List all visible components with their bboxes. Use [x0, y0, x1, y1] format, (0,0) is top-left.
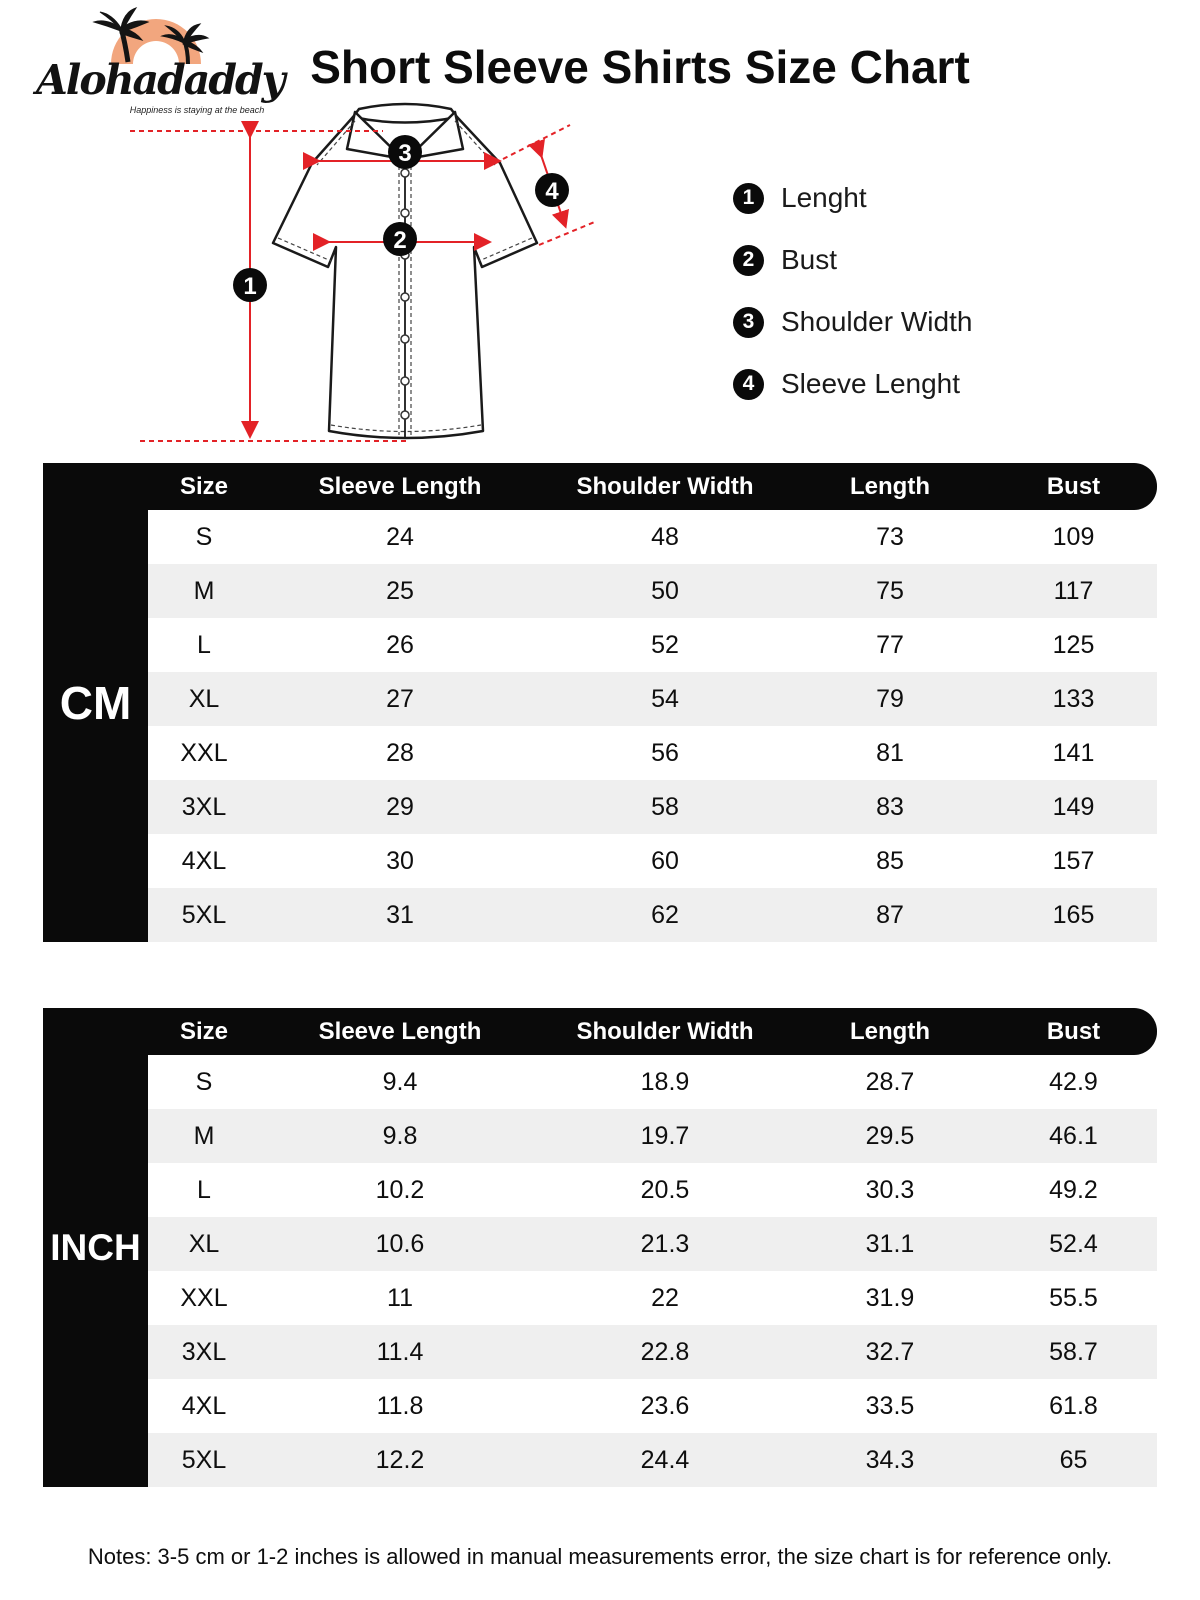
legend-number-badge: 3	[733, 307, 764, 338]
table-row	[148, 618, 1157, 672]
badge-4: 4	[545, 178, 559, 205]
legend-number-badge: 4	[733, 369, 764, 400]
legend-item-sleeve-length	[733, 368, 972, 400]
column-header: Shoulder Width	[540, 463, 790, 510]
table-cell: 75	[876, 576, 904, 605]
table-cell: 10.2	[375, 1175, 425, 1204]
table-cell: 42.9	[1049, 1067, 1098, 1096]
table-cell: 3XL	[181, 792, 227, 821]
table-cell: 12.2	[375, 1445, 425, 1474]
table-cell: 4XL	[181, 1391, 227, 1420]
brand-tagline: Happiness is staying at the beach	[129, 105, 265, 115]
cm-header-row	[148, 463, 1157, 510]
table-cell: 56	[651, 738, 679, 767]
table-cell: 26	[386, 630, 414, 659]
table-row	[148, 1055, 1157, 1109]
legend-item-bust	[733, 244, 972, 276]
table-cell: 133	[1052, 684, 1095, 713]
table-cell: 22	[651, 1283, 679, 1312]
inch-table-body	[148, 1055, 1157, 1487]
table-row	[148, 834, 1157, 888]
legend-item-shoulder-width	[733, 306, 972, 338]
table-cell: 85	[876, 846, 904, 875]
legend-label: Bust	[781, 244, 838, 275]
table-cell: 79	[876, 684, 904, 713]
table-cell: M	[193, 576, 215, 605]
legend-item-length	[733, 182, 972, 214]
table-cell: 20.5	[640, 1175, 690, 1204]
table-cell: S	[195, 1067, 213, 1096]
column-header: Length	[790, 463, 990, 510]
table-cell: 60	[651, 846, 679, 875]
unit-label-inch: INCH	[43, 1008, 148, 1487]
page-title: Short Sleeve Shirts Size Chart	[310, 41, 970, 93]
table-cell: S	[195, 522, 213, 551]
table-cell: 29.5	[865, 1121, 915, 1150]
table-cell: 5XL	[181, 1445, 227, 1474]
column-header: Size	[148, 1008, 260, 1055]
table-row	[148, 726, 1157, 780]
table-cell: 83	[876, 792, 904, 821]
table-cell: 73	[876, 522, 904, 551]
table-cell: 11.4	[376, 1337, 424, 1366]
badge-2: 2	[393, 227, 407, 254]
table-cell: 117	[1053, 576, 1094, 605]
brand-name: Alohadaddy	[36, 56, 284, 104]
column-header: Length	[790, 1008, 990, 1055]
column-header: Shoulder Width	[540, 1008, 790, 1055]
table-cell: 54	[651, 684, 679, 713]
inch-size-table	[43, 1008, 1157, 1487]
badge-1: 1	[243, 273, 257, 300]
column-header: Bust	[990, 463, 1157, 510]
table-cell: 52.4	[1049, 1229, 1098, 1258]
table-cell: 24	[386, 522, 414, 551]
table-row	[148, 1433, 1157, 1487]
table-cell: 31.9	[865, 1283, 915, 1312]
table-cell: XL	[188, 1229, 220, 1258]
badge-3: 3	[398, 140, 412, 167]
sleeve-bottom-guide	[539, 221, 597, 245]
table-cell: 46.1	[1049, 1121, 1098, 1150]
table-cell: 61.8	[1049, 1391, 1098, 1420]
legend-number-badge: 1	[733, 183, 764, 214]
measurement-legend	[733, 182, 972, 430]
table-cell: 77	[876, 630, 904, 659]
table-row	[148, 780, 1157, 834]
table-cell: 55.5	[1049, 1283, 1098, 1312]
table-cell: 28.7	[865, 1067, 915, 1096]
table-cell: L	[197, 630, 211, 659]
table-cell: 58.7	[1049, 1337, 1098, 1366]
table-cell: 21.3	[640, 1229, 690, 1258]
table-cell: 62	[651, 900, 679, 929]
table-cell: 9.4	[382, 1067, 418, 1096]
table-row	[148, 1109, 1157, 1163]
table-cell: 22.8	[640, 1337, 690, 1366]
table-cell: 50	[651, 576, 679, 605]
table-cell: 149	[1052, 792, 1095, 821]
table-cell: 30.3	[865, 1175, 915, 1204]
table-cell: L	[197, 1175, 211, 1204]
table-row	[148, 1217, 1157, 1271]
table-row	[148, 672, 1157, 726]
table-cell: 125	[1052, 630, 1095, 659]
table-cell: 25	[386, 576, 414, 605]
column-header: Size	[148, 463, 260, 510]
table-cell: 29	[386, 792, 414, 821]
inch-table	[148, 1008, 1157, 1487]
table-row	[148, 1379, 1157, 1433]
table-row	[148, 888, 1157, 942]
table-cell: 48	[651, 522, 679, 551]
table-cell: 23.6	[640, 1391, 690, 1420]
table-cell: 33.5	[865, 1391, 915, 1420]
table-cell: 19.7	[640, 1121, 690, 1150]
table-cell: 34.3	[865, 1445, 915, 1474]
legend-label: Lenght	[781, 182, 867, 213]
table-cell: 9.8	[382, 1121, 418, 1150]
table-cell: 11.8	[376, 1391, 424, 1420]
table-cell: 30	[386, 846, 414, 875]
table-cell: 10.6	[375, 1229, 425, 1258]
legend-number-badge: 2	[733, 245, 764, 276]
legend-label: Shoulder Width	[781, 306, 973, 337]
unit-label-cm: CM	[43, 463, 148, 942]
table-row	[148, 564, 1157, 618]
table-cell: 31	[386, 900, 414, 929]
table-cell: 28	[386, 738, 414, 767]
table-row	[148, 1271, 1157, 1325]
table-cell: 65	[1059, 1445, 1088, 1474]
table-cell: M	[193, 1121, 215, 1150]
column-header: Sleeve Length	[260, 463, 540, 510]
inch-header-row	[148, 1008, 1157, 1055]
table-cell: 32.7	[865, 1337, 915, 1366]
table-cell: 58	[651, 792, 679, 821]
table-row	[148, 1325, 1157, 1379]
cm-table-body	[148, 510, 1157, 942]
sleeve-top-guide	[503, 125, 570, 159]
footer-note: Notes: 3-5 cm or 1-2 inches is allowed in manual measurements error, the size chart is for reference only.	[87, 1544, 1113, 1569]
table-cell: 11	[387, 1283, 413, 1312]
table-cell: 157	[1052, 846, 1095, 875]
table-cell: 5XL	[181, 900, 227, 929]
cm-size-table	[43, 463, 1157, 942]
table-cell: 27	[386, 684, 414, 713]
table-cell: XXL	[180, 738, 228, 767]
column-header: Bust	[990, 1008, 1157, 1055]
table-cell: 4XL	[181, 846, 227, 875]
cm-table	[148, 463, 1157, 942]
table-cell: XXL	[180, 1283, 228, 1312]
table-cell: 87	[876, 900, 904, 929]
table-cell: 141	[1052, 738, 1095, 767]
table-cell: 18.9	[640, 1067, 690, 1096]
shirt-measurement-diagram	[115, 95, 615, 460]
table-cell: XL	[188, 684, 220, 713]
table-row	[148, 510, 1157, 564]
table-cell: 81	[876, 738, 904, 767]
table-cell: 165	[1052, 900, 1095, 929]
table-cell: 52	[651, 630, 679, 659]
column-header: Sleeve Length	[260, 1008, 540, 1055]
table-cell: 31.1	[865, 1229, 915, 1258]
table-cell: 109	[1052, 522, 1095, 551]
table-row	[148, 1163, 1157, 1217]
table-cell: 3XL	[181, 1337, 227, 1366]
table-cell: 49.2	[1049, 1175, 1098, 1204]
table-cell: 24.4	[640, 1445, 690, 1474]
legend-label: Sleeve Lenght	[781, 368, 961, 399]
